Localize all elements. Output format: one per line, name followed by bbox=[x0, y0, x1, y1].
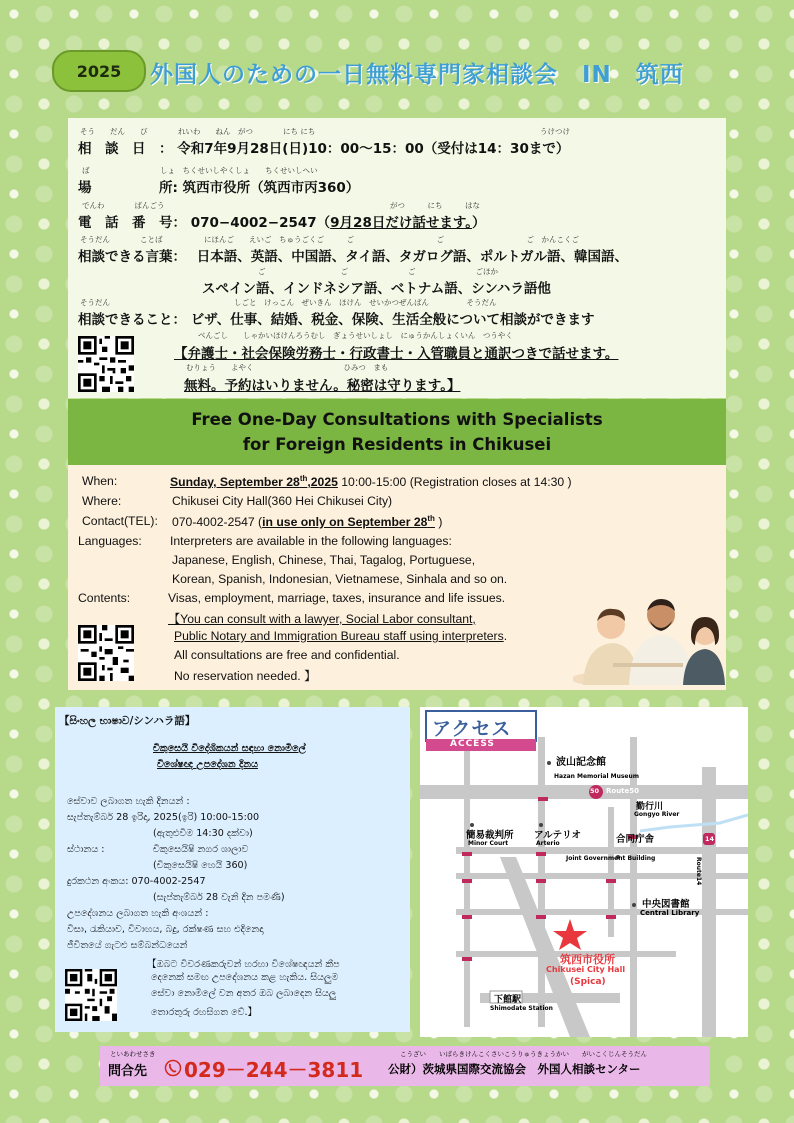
jp-info-box bbox=[68, 118, 726, 398]
sinhala-line-4a: ස්ථානය : bbox=[67, 844, 105, 855]
languages-label: Languages: bbox=[78, 534, 142, 548]
languages-line-3: Korean, Spanish, Indonesian, Vietnamese, Sinhala and so on. bbox=[172, 572, 508, 586]
library-label-jp: 中央図書館 bbox=[642, 899, 690, 910]
free-line-2: No reservation needed. 】 bbox=[174, 669, 317, 683]
qr-code-icon[interactable] bbox=[65, 969, 117, 1021]
sinhala-title-1: චිකුසෙයි විදේශිකයන් සඳහා නොමිලේ bbox=[153, 743, 306, 754]
tel-note: 9月28日だけ話せます。 bbox=[330, 215, 473, 231]
station-label-en: Shimodate Station bbox=[490, 1005, 553, 1012]
experts-text: 【弁護士・社会保険労務士・行政書士・入管職員と通訳つきで話せます。 bbox=[174, 346, 619, 362]
route14-label: Route14 bbox=[695, 857, 702, 886]
city-hall-label-en: Chikusei City Hall bbox=[546, 965, 626, 974]
date-value-ruby: れいわ ねん がつ にち にち bbox=[178, 127, 316, 136]
lang-value-2: スペイン語、インドネシア語、ベトナム語、シンハラ語他 bbox=[202, 281, 551, 297]
tel-close: ） bbox=[472, 215, 486, 231]
consultation-illustration bbox=[573, 593, 725, 685]
when-label: When: bbox=[82, 474, 118, 488]
free-line-1: All consultations are free and confidential. bbox=[174, 648, 400, 662]
page-title: 外国人のための一日無料専門家相談会 IN 筑西 bbox=[150, 62, 684, 88]
english-info-box bbox=[68, 465, 726, 690]
when-year: ,2025 bbox=[307, 475, 338, 490]
sinhala-line-13: සේවා නොමිලේ වන අතර ඔබ ලබාදෙන සියලු bbox=[151, 988, 337, 999]
place-row bbox=[78, 176, 359, 196]
route50-marker: 50 bbox=[590, 787, 600, 795]
contact-sup: th bbox=[427, 514, 435, 523]
qr-code-icon[interactable] bbox=[78, 336, 134, 392]
footer-label: 問合先 bbox=[108, 1064, 148, 1079]
tel-label-ruby: でんわ ばんごう bbox=[82, 201, 165, 210]
minor-court-jp: 簡易裁判所 bbox=[466, 830, 514, 841]
content-label: 相談できること： bbox=[78, 312, 186, 328]
arterio-jp: アルテリオ bbox=[534, 830, 582, 841]
joint-building-en: Joint Government Building bbox=[566, 855, 656, 862]
sinhala-line-6: දුරකථන අංකය: 070-4002-2547 bbox=[67, 876, 206, 887]
year-badge: 2025 bbox=[52, 50, 146, 92]
consult-line-2 bbox=[174, 629, 507, 643]
map-title-en: ACCESS bbox=[450, 739, 495, 749]
date-row bbox=[78, 137, 569, 157]
lang-value-ruby-2: ご ご ご ごほか bbox=[258, 267, 498, 276]
hazan-label-en: Hazan Memorial Museum bbox=[554, 773, 640, 780]
date-label: 相 談 日 ： bbox=[78, 141, 173, 157]
contact-label: Contact(TEL): bbox=[82, 514, 158, 528]
where-label: Where: bbox=[82, 494, 122, 508]
sinhala-line-4b: චිකුසෙයිෂි නගර ශාලාව bbox=[153, 844, 249, 855]
place-value-ruby: しょ ちくせいしやくしょ ちくせいしへい bbox=[160, 166, 318, 175]
sinhala-line-9: වීසා, රැකියාව, විවාහය, බදු, රක්ෂණ සහ එදිනෙදා bbox=[67, 924, 264, 935]
contact-close: ) bbox=[434, 515, 443, 530]
spica-label: (Spica) bbox=[570, 977, 606, 987]
when-sup: th bbox=[299, 474, 308, 483]
languages-line-2: Japanese, English, Chinese, Thai, Tagalog, Portuguese, bbox=[172, 553, 476, 567]
tel-row bbox=[78, 211, 486, 231]
map-title-jp: アクセス bbox=[432, 718, 512, 740]
uketsuke-ruby: うけつけ bbox=[540, 127, 570, 136]
sinhala-line-11: 【ඔබට විවරණකරුවන් හරහා විශේෂඥයන් කීප bbox=[147, 959, 340, 970]
footer-phone[interactable]: 029－244－3811 bbox=[184, 1058, 364, 1082]
station-label-jp: 下館駅 bbox=[494, 995, 522, 1005]
where-value: Chikusei City Hall(360 Hei Chikusei City) bbox=[172, 494, 393, 508]
consult-line-2-text: Public Notary and Immigration Bureau staff using interpreters bbox=[174, 629, 504, 643]
contents-value: Visas, employment, marriage, taxes, insurance and life issues. bbox=[168, 591, 506, 605]
date-label-ruby: そう だん び bbox=[80, 127, 148, 136]
when-date: Sunday, September 28 bbox=[170, 475, 300, 490]
content-value-ruby: しごと けっこん ぜいきん ほけん せいかつぜんぱん そうだん bbox=[234, 298, 497, 307]
hazan-label-jp: 波山記念館 bbox=[556, 757, 606, 768]
english-title-line-1: Free One-Day Consultations with Specialists bbox=[191, 410, 603, 429]
when-value bbox=[170, 474, 572, 489]
qr-code-icon[interactable] bbox=[78, 625, 134, 681]
access-map bbox=[420, 707, 748, 1037]
sinhala-line-5: (චිකුසෙයිෂි හෙයි 360) bbox=[153, 860, 248, 871]
lang-label: 相談できる言葉： bbox=[78, 249, 186, 265]
tel-value: 070−4002−2547（ bbox=[190, 215, 331, 231]
phone-icon bbox=[164, 1059, 182, 1077]
sinhala-line-8: උපදේශනය ලබාගත හැකි අංශයන් : bbox=[67, 908, 209, 919]
tel-label: 電 話 番 号： bbox=[78, 215, 186, 231]
free-ruby: むりょう よやく ひみつ まも bbox=[186, 363, 389, 372]
sinhala-line-12: දෙනෙක් සමඟ උපදේශනය කළ හැකිය. සියලුම bbox=[151, 972, 339, 983]
english-banner bbox=[68, 399, 726, 465]
sinhala-line-10: ජීවිතයේ ගැටළු සම්බන්ධයෙන් bbox=[67, 940, 188, 951]
route14-marker: 14 bbox=[705, 835, 715, 843]
date-value: 令和7年9月28日(日)10：00～15：00（受付は14：30まで） bbox=[177, 141, 570, 157]
footer-label-ruby: といあわせさき bbox=[110, 1050, 156, 1058]
sinhala-line-3: (ඇතුළුවීම 14:30 දක්වා) bbox=[153, 828, 253, 839]
languages-line-1: Interpreters are available in the following languages: bbox=[170, 534, 452, 548]
sinhala-line-1: සේවාව ලබාගත හැකි දිනයන් : bbox=[67, 796, 190, 807]
footer-org-ruby: こうざい いばらきけんこくさいこうりゅうきょうかい がいこくじんそうだん bbox=[400, 1050, 647, 1058]
free-text bbox=[184, 374, 460, 394]
consult-line-1: 【You can consult with a lawyer, Social Labor consultant, bbox=[168, 612, 476, 626]
tel-note-ruby: がつ にち はな bbox=[390, 201, 480, 210]
sinhala-info-box bbox=[55, 707, 410, 1032]
lang-value-1: 日本語、英語、中国語、タイ語、タガログ語、ポルトガル語、韓国語、 bbox=[196, 249, 629, 265]
content-value: ビザ、仕事、結婚、税金、保険、生活全般について相談ができます bbox=[190, 312, 595, 328]
free-text-content: 無料。予約はいりません。秘密は守ります。】 bbox=[184, 378, 461, 394]
content-row bbox=[78, 308, 595, 328]
gongyo-label-en: Gongyo River bbox=[634, 811, 680, 818]
content-label-ruby: そうだん bbox=[80, 298, 110, 307]
footer-org: 公財）茨城県国際交流協会 外国人相談センター bbox=[388, 1062, 641, 1076]
sinhala-line-14: තොරතුරු රහසිගත වේ.】 bbox=[151, 1007, 258, 1018]
gongyo-label-jp: 勤行川 bbox=[636, 802, 664, 812]
place-label-ruby: ば bbox=[82, 166, 90, 175]
sinhala-line-2: සැප්තැම්බර් 28 ඉරිදා, 2025(ඉරි) 10:00-15:00 bbox=[67, 812, 260, 823]
route50-label: Route50 bbox=[606, 787, 640, 795]
when-rest: 10:00-15:00 (Registration closes at 14:30 ) bbox=[337, 475, 572, 490]
lang-row bbox=[78, 245, 628, 265]
contact-number: 070-4002-2547 ( bbox=[172, 515, 263, 530]
place-value: 筑西市役所（筑西市丙360） bbox=[182, 180, 360, 196]
contents-label: Contents: bbox=[78, 591, 131, 605]
joint-building-jp: 合同庁舎 bbox=[616, 834, 655, 845]
lang-value-ruby-1: にほんご えいご ちゅうごくご ご ご ご かんこくご bbox=[204, 235, 579, 244]
minor-court-en: Minor Court bbox=[468, 840, 509, 847]
library-label-en: Central Library bbox=[640, 909, 700, 917]
city-hall-label-jp: 筑西市役所 bbox=[560, 953, 615, 966]
english-title-line-2: for Foreign Residents in Chikusei bbox=[242, 435, 552, 454]
sinhala-header: 【සිංහල භාෂාව/シンハラ語】 bbox=[59, 715, 196, 727]
sinhala-title-2: විශේෂඥ උපදේශන දිනය bbox=[157, 759, 258, 770]
experts-ruby: べんごし しゃかいほけんろうむし ぎょうせいしょし にゅうかんしょくいん つうやく bbox=[198, 331, 513, 340]
contact-value bbox=[172, 514, 442, 529]
lang-label-ruby: そうだん ことば bbox=[80, 235, 163, 244]
arterio-en: Arterio bbox=[536, 840, 560, 847]
contact-note: in use only on September 28 bbox=[262, 515, 428, 530]
consult-dot: . bbox=[503, 629, 508, 643]
contact-footer bbox=[100, 1046, 710, 1086]
sinhala-line-7: (සැප්තැම්බර් 28 වැනි දින පමණි) bbox=[153, 892, 285, 903]
place-label: 場 所: bbox=[78, 180, 178, 196]
